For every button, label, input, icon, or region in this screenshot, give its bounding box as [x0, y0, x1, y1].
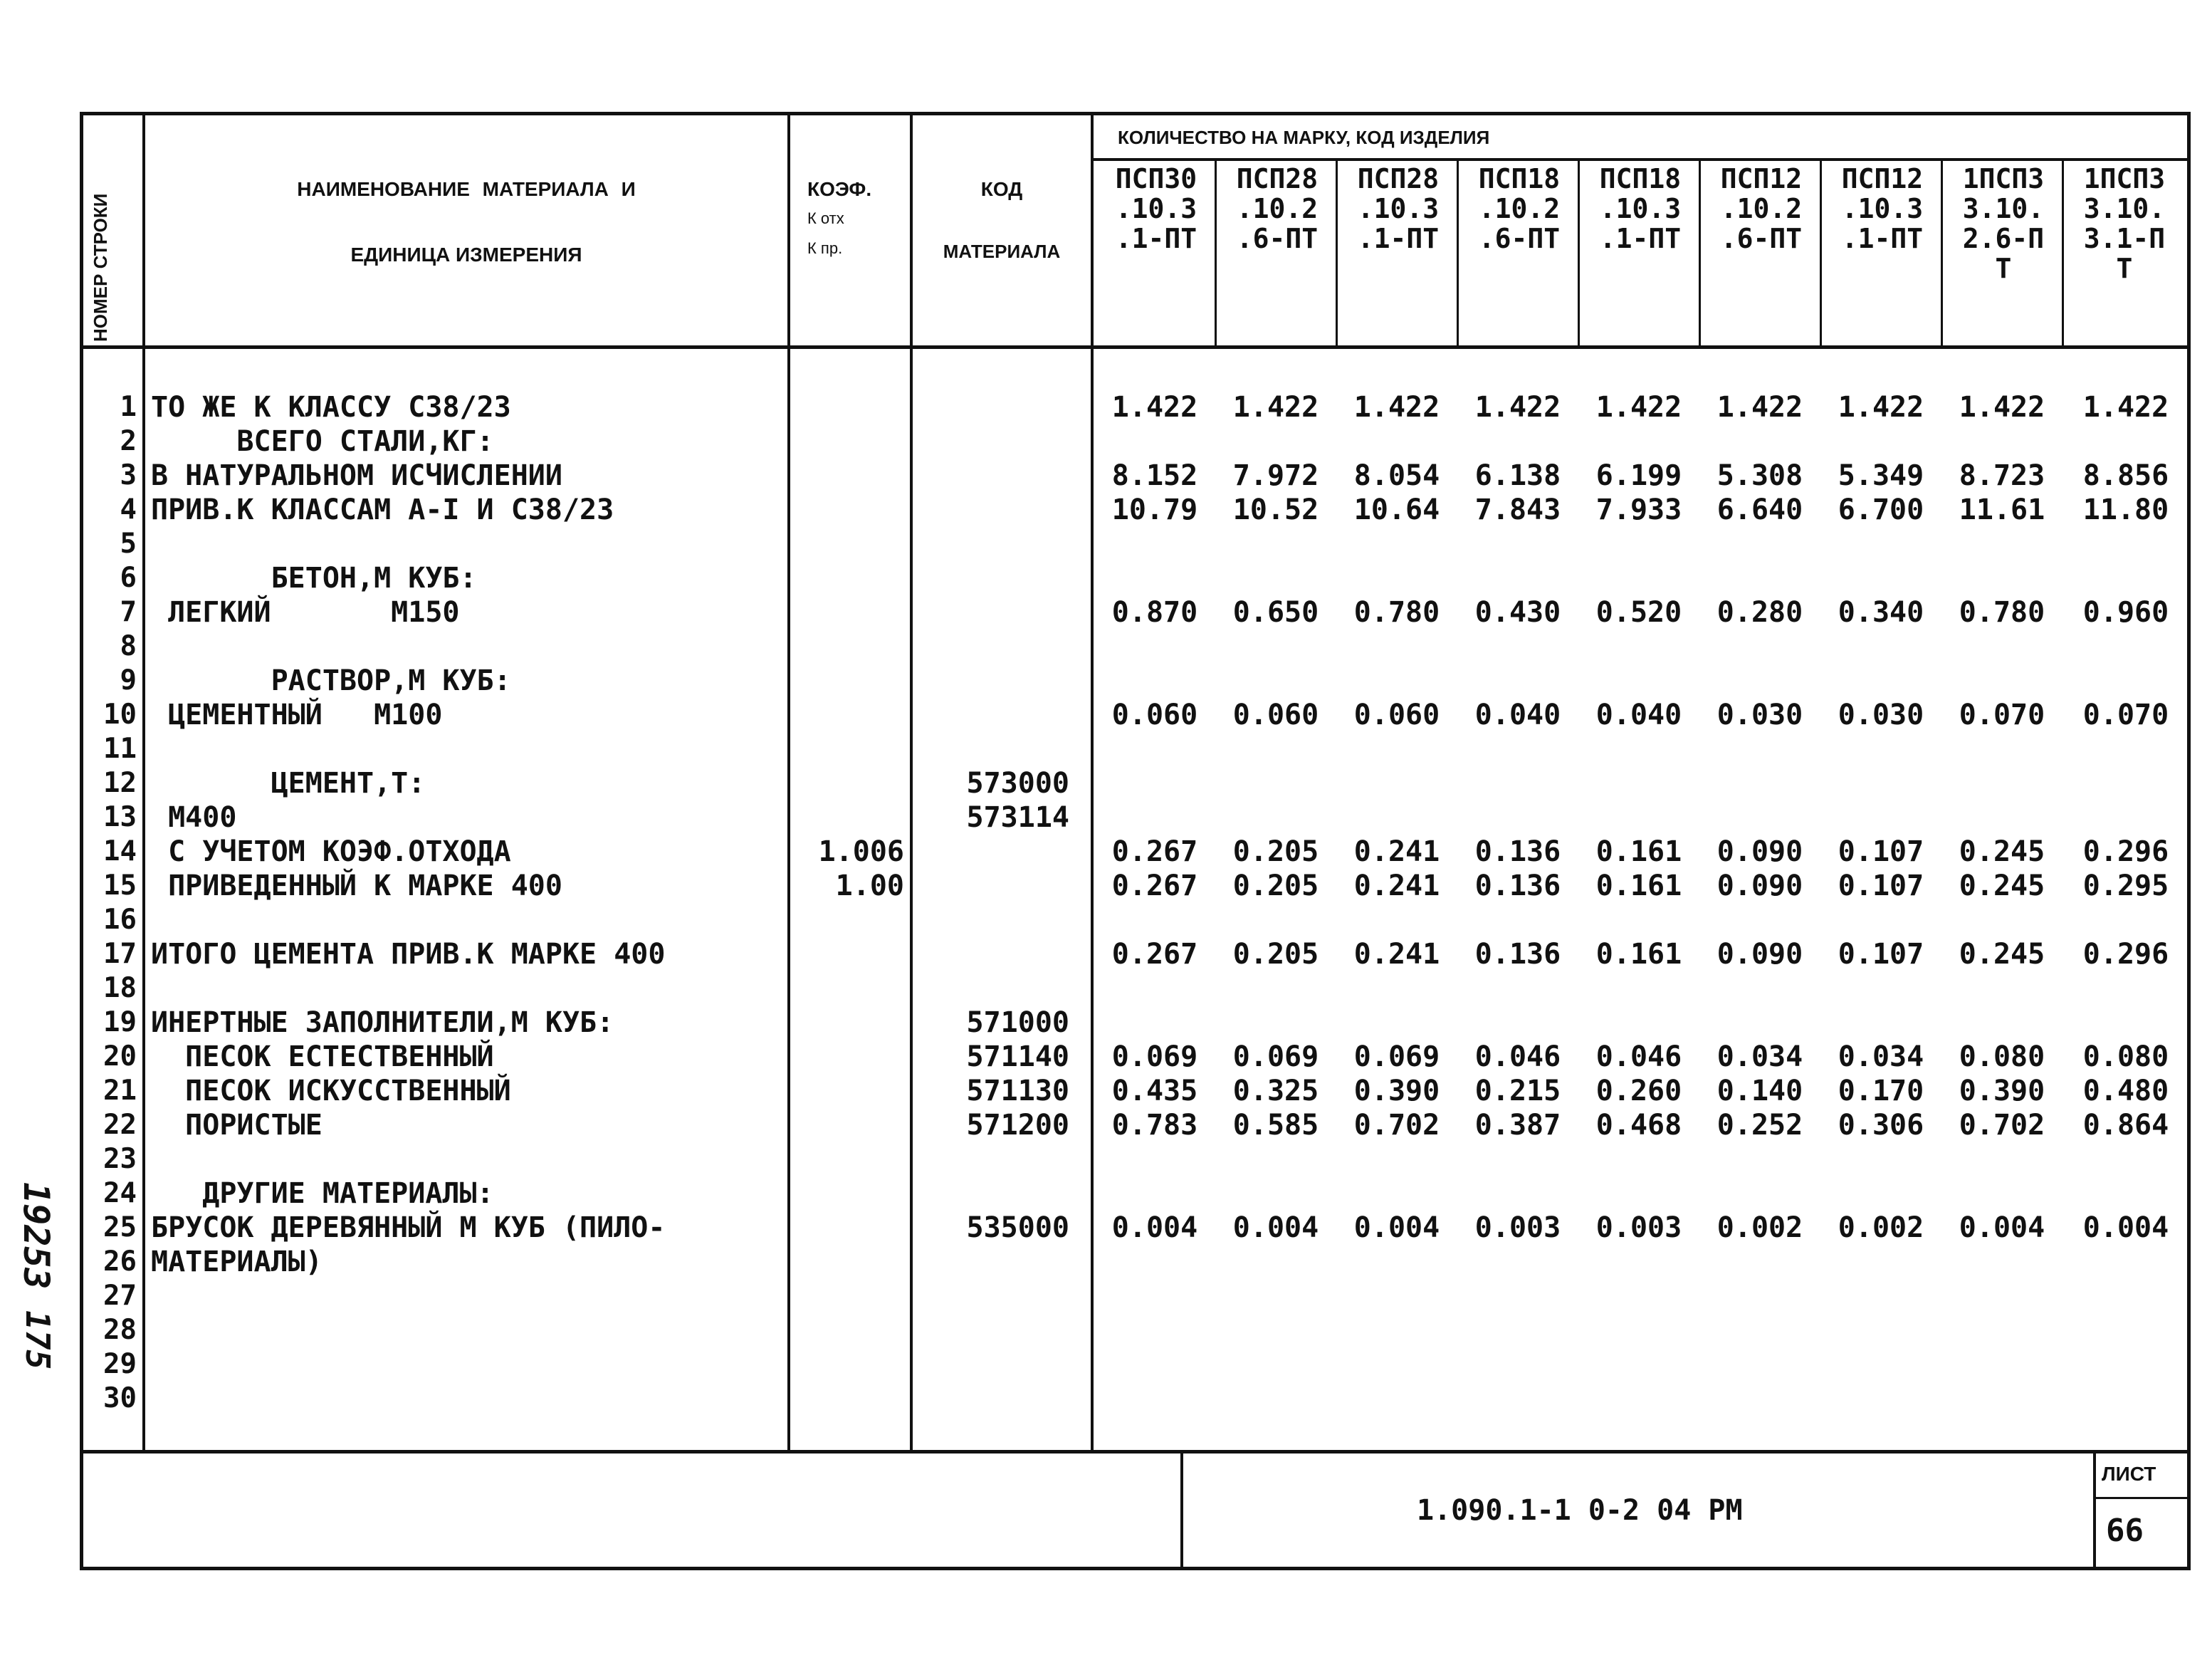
quantity-cell: 0.046 [1474, 1040, 1561, 1073]
coef-header-line2: К отх [807, 209, 844, 227]
quantity-cell: 8.856 [2082, 459, 2169, 492]
material-name: БЕТОН,М КУБ: [151, 562, 477, 595]
material-name: ПРИВЕДЕННЫЙ К МАРКЕ 400 [151, 870, 562, 902]
row-number: 23 [103, 1143, 137, 1175]
material-name: БРУСОК ДЕРЕВЯННЫЙ М КУБ (ПИЛО- [151, 1211, 666, 1244]
quantity-cell: 0.070 [2082, 699, 2169, 731]
quantity-cell: 1.422 [1716, 391, 1803, 424]
quantity-cell: 0.430 [1474, 596, 1561, 629]
quantity-cell: 0.069 [1111, 1040, 1198, 1073]
row-number: 16 [103, 904, 137, 936]
quantity-cell: 8.054 [1353, 459, 1440, 492]
material-name: РАСТВОР,М КУБ: [151, 664, 511, 697]
quantity-cell: 0.080 [2082, 1040, 2169, 1073]
quantity-cell: 0.070 [1959, 699, 2045, 731]
quantity-cell: 0.034 [1838, 1040, 1924, 1073]
quantity-cell: 0.107 [1838, 870, 1924, 902]
row-number: 19 [103, 1006, 137, 1038]
quantity-cell: 1.422 [1111, 391, 1198, 424]
archive-number: 19253 [16, 1182, 57, 1290]
quantity-cell: 0.004 [2082, 1211, 2169, 1244]
quantity-cell: 0.280 [1716, 596, 1803, 629]
row-number: 17 [103, 938, 137, 970]
row-number: 4 [120, 494, 137, 526]
material-name: ПЕСОК ИСКУССТВЕННЫЙ [151, 1075, 511, 1107]
quantity-cell: 1.422 [1474, 391, 1561, 424]
row-number: 27 [103, 1280, 137, 1312]
material-header-line1: НАИМЕНОВАНИЕ МАТЕРИАЛА И [297, 178, 636, 200]
row-number: 30 [103, 1382, 137, 1414]
quantity-cell: 1.422 [1838, 391, 1924, 424]
quantity-cell: 0.252 [1716, 1109, 1803, 1142]
quantity-cell: 0.004 [1232, 1211, 1319, 1244]
quantity-cell: 0.107 [1838, 835, 1924, 868]
quantity-cell: 0.864 [2082, 1109, 2169, 1142]
row-number: 22 [103, 1109, 137, 1141]
quantity-cell: 0.060 [1232, 699, 1319, 731]
material-header-line2: ЕДИНИЦА ИЗМЕРЕНИЯ [350, 244, 582, 266]
coef-header [807, 178, 907, 258]
row-number: 1 [120, 391, 137, 423]
quantity-cell: 0.267 [1111, 870, 1198, 902]
product-mark-3: ПСП28 .10.3 .1-ПТ [1357, 163, 1440, 254]
quantity-cell: 0.520 [1595, 596, 1682, 629]
quantity-cell: 11.80 [2082, 494, 2169, 526]
quantity-cell: 6.138 [1474, 459, 1561, 492]
quantity-cell: 0.205 [1232, 835, 1319, 868]
row-number: 11 [103, 733, 137, 765]
quantity-cell: 0.205 [1232, 938, 1319, 971]
quantity-cell: 0.585 [1232, 1109, 1319, 1142]
product-mark-1: ПСП30 .10.3 .1-ПТ [1115, 163, 1197, 254]
row-number: 28 [103, 1314, 137, 1346]
sheet-number: 66 [2106, 1513, 2144, 1549]
quantity-cell: 0.069 [1232, 1040, 1319, 1073]
coef-header-line1: КОЭФ. [807, 178, 872, 200]
quantity-cell: 0.170 [1838, 1075, 1924, 1107]
row-number: 12 [103, 767, 137, 799]
material-code: 573114 [966, 801, 1069, 834]
quantity-cell: 0.030 [1838, 699, 1924, 731]
row-number: 24 [103, 1177, 137, 1209]
quantity-cell: 0.161 [1595, 835, 1682, 868]
quantity-cell: 0.390 [1959, 1075, 2045, 1107]
row-number: 2 [120, 425, 137, 457]
row-number: 25 [103, 1211, 137, 1243]
product-mark-8: 1ПСП3 3.10. 2.6-П Т [1962, 163, 2045, 284]
quantity-cell: 1.422 [1232, 391, 1319, 424]
quantity-cell: 0.040 [1595, 699, 1682, 731]
coefficient: 1.006 [818, 835, 904, 868]
material-name: ТО ЖЕ К КЛАССУ С38/23 [151, 391, 511, 424]
code-header-line2: МАТЕРИАЛА [943, 241, 1061, 262]
product-mark-9: 1ПСП3 3.10. 3.1-П Т [2083, 163, 2166, 284]
quantity-cell: 0.295 [2082, 870, 2169, 902]
quantity-cell: 0.702 [1353, 1109, 1440, 1142]
material-name: ПЕСОК ЕСТЕСТВЕННЫЙ [151, 1040, 494, 1073]
material-name: М400 [151, 801, 237, 834]
quantity-cell: 0.241 [1353, 835, 1440, 868]
quantity-cell: 0.090 [1716, 938, 1803, 971]
quantity-cell: 0.060 [1353, 699, 1440, 731]
quantity-cell: 0.296 [2082, 835, 2169, 868]
material-name: ЛЕГКИЙ М150 [151, 596, 460, 629]
quantity-cell: 0.245 [1959, 870, 2045, 902]
row-number: 26 [103, 1246, 137, 1278]
material-name: ЦЕМЕНТ,Т: [151, 767, 426, 800]
quantity-cell: 0.435 [1111, 1075, 1198, 1107]
quantity-cell: 0.090 [1716, 835, 1803, 868]
material-code: 571130 [966, 1075, 1069, 1107]
quantity-cell: 0.245 [1959, 835, 2045, 868]
quantity-cell: 0.480 [2082, 1075, 2169, 1107]
quantity-cell: 0.205 [1232, 870, 1319, 902]
quantity-cell: 0.260 [1595, 1075, 1682, 1107]
material-name: В НАТУРАЛЬНОМ ИСЧИСЛЕНИИ [151, 459, 562, 492]
code-header [913, 178, 1091, 263]
row-number-header: НОМЕР СТРОКИ [90, 193, 111, 342]
quantity-cell: 0.004 [1111, 1211, 1198, 1244]
quantity-cell: 6.640 [1716, 494, 1803, 526]
quantity-cell: 0.002 [1716, 1211, 1803, 1244]
quantity-cell: 0.390 [1353, 1075, 1440, 1107]
material-name: ИНЕРТНЫЕ ЗАПОЛНИТЕЛИ,М КУБ: [151, 1006, 614, 1039]
material-name: ПОРИСТЫЕ [151, 1109, 323, 1142]
quantity-cell: 10.64 [1353, 494, 1440, 526]
quantity-cell: 0.702 [1959, 1109, 2045, 1142]
row-number: 15 [103, 870, 137, 902]
quantity-cell: 0.080 [1959, 1040, 2045, 1073]
row-number: 9 [120, 664, 137, 696]
product-mark-4: ПСП18 .10.2 .6-ПТ [1478, 163, 1561, 254]
quantity-cell: 0.090 [1716, 870, 1803, 902]
quantity-cell: 0.241 [1353, 870, 1440, 902]
quantity-cell: 0.245 [1959, 938, 2045, 971]
quantity-cell: 0.002 [1838, 1211, 1924, 1244]
coef-header-line3: К пр. [807, 239, 843, 257]
quantity-cell: 8.723 [1959, 459, 2045, 492]
quantity-cell: 8.152 [1111, 459, 1198, 492]
quantity-cell: 6.700 [1838, 494, 1924, 526]
quantity-cell: 5.308 [1716, 459, 1803, 492]
quantity-cell: 0.003 [1474, 1211, 1561, 1244]
quantity-cell: 7.972 [1232, 459, 1319, 492]
material-code: 573000 [966, 767, 1069, 800]
quantity-cell: 0.003 [1595, 1211, 1682, 1244]
quantity-cell: 0.870 [1111, 596, 1198, 629]
quantity-cell: 0.267 [1111, 835, 1198, 868]
material-name: ИТОГО ЦЕМЕНТА ПРИВ.К МАРКЕ 400 [151, 938, 666, 971]
quantity-cell: 0.306 [1838, 1109, 1924, 1142]
quantity-cell: 0.960 [2082, 596, 2169, 629]
product-mark-2: ПСП28 .10.2 .6-ПТ [1236, 163, 1319, 254]
quantity-cell: 0.034 [1716, 1040, 1803, 1073]
quantity-cell: 0.004 [1353, 1211, 1440, 1244]
material-name: ДРУГИЕ МАТЕРИАЛЫ: [151, 1177, 494, 1210]
document-code: 1.090.1-1 0-2 04 РМ [1417, 1494, 1743, 1527]
material-code: 571000 [966, 1006, 1069, 1039]
quantity-cell: 0.040 [1474, 699, 1561, 731]
quantity-cell: 5.349 [1838, 459, 1924, 492]
material-name: ПРИВ.К КЛАССАМ А-I И С38/23 [151, 494, 614, 526]
code-header-line1: КОД [980, 178, 1023, 200]
quantity-cell: 1.422 [1353, 391, 1440, 424]
quantity-cell: 1.422 [2082, 391, 2169, 424]
quantity-cell: 7.843 [1474, 494, 1561, 526]
row-number: 3 [120, 459, 137, 491]
side-sheet-number: 175 [19, 1310, 57, 1370]
quantity-cell: 0.046 [1595, 1040, 1682, 1073]
quantity-cell: 7.933 [1595, 494, 1682, 526]
quantity-cell: 1.422 [1959, 391, 2045, 424]
quantity-cell: 0.468 [1595, 1109, 1682, 1142]
coefficient: 1.00 [835, 870, 904, 902]
material-code: 571140 [966, 1040, 1069, 1073]
quantity-cell: 0.161 [1595, 938, 1682, 971]
quantity-cell: 0.783 [1111, 1109, 1198, 1142]
row-number: 20 [103, 1040, 137, 1072]
quantity-cell: 0.140 [1716, 1075, 1803, 1107]
quantity-header: КОЛИЧЕСТВО НА МАРКУ, КОД ИЗДЕЛИЯ [1118, 127, 1490, 148]
quantity-cell: 0.650 [1232, 596, 1319, 629]
quantity-cell: 0.136 [1474, 938, 1561, 971]
quantity-cell: 0.340 [1838, 596, 1924, 629]
sheet-label: ЛИСТ [2102, 1463, 2156, 1485]
quantity-cell: 0.107 [1838, 938, 1924, 971]
material-code: 535000 [966, 1211, 1069, 1244]
row-number: 13 [103, 801, 137, 833]
quantity-cell: 0.136 [1474, 835, 1561, 868]
product-mark-5: ПСП18 .10.3 .1-ПТ [1599, 163, 1682, 254]
quantity-cell: 0.387 [1474, 1109, 1561, 1142]
product-mark-6: ПСП12 .10.2 .6-ПТ [1720, 163, 1803, 254]
quantity-cell: 0.325 [1232, 1075, 1319, 1107]
row-number: 7 [120, 596, 137, 628]
quantity-cell: 0.069 [1353, 1040, 1440, 1073]
material-header [145, 178, 787, 266]
material-name: ВСЕГО СТАЛИ,КГ: [151, 425, 494, 458]
material-name: С УЧЕТОМ КОЭФ.ОТХОДА [151, 835, 511, 868]
quantity-cell: 0.060 [1111, 699, 1198, 731]
quantity-cell: 10.52 [1232, 494, 1319, 526]
row-number: 5 [120, 528, 137, 560]
quantity-cell: 0.030 [1716, 699, 1803, 731]
quantity-cell: 0.004 [1959, 1211, 2045, 1244]
material-code: 571200 [966, 1109, 1069, 1142]
quantity-cell: 6.199 [1595, 459, 1682, 492]
quantity-cell: 0.241 [1353, 938, 1440, 971]
quantity-cell: 0.780 [1353, 596, 1440, 629]
quantity-cell: 11.61 [1959, 494, 2045, 526]
row-number: 21 [103, 1075, 137, 1107]
quantity-cell: 10.79 [1111, 494, 1198, 526]
row-number: 10 [103, 699, 137, 731]
quantity-cell: 0.267 [1111, 938, 1198, 971]
quantity-cell: 0.215 [1474, 1075, 1561, 1107]
material-name: МАТЕРИАЛЫ) [151, 1246, 323, 1278]
quantity-cell: 0.296 [2082, 938, 2169, 971]
product-mark-7: ПСП12 .10.3 .1-ПТ [1841, 163, 1924, 254]
row-number: 8 [120, 630, 137, 662]
row-number: 6 [120, 562, 137, 594]
row-number: 29 [103, 1348, 137, 1380]
quantity-cell: 1.422 [1595, 391, 1682, 424]
material-name: ЦЕМЕНТНЫЙ М100 [151, 699, 443, 731]
quantity-cell: 0.161 [1595, 870, 1682, 902]
row-number: 18 [103, 972, 137, 1004]
quantity-cell: 0.780 [1959, 596, 2045, 629]
quantity-cell: 0.136 [1474, 870, 1561, 902]
row-number: 14 [103, 835, 137, 867]
